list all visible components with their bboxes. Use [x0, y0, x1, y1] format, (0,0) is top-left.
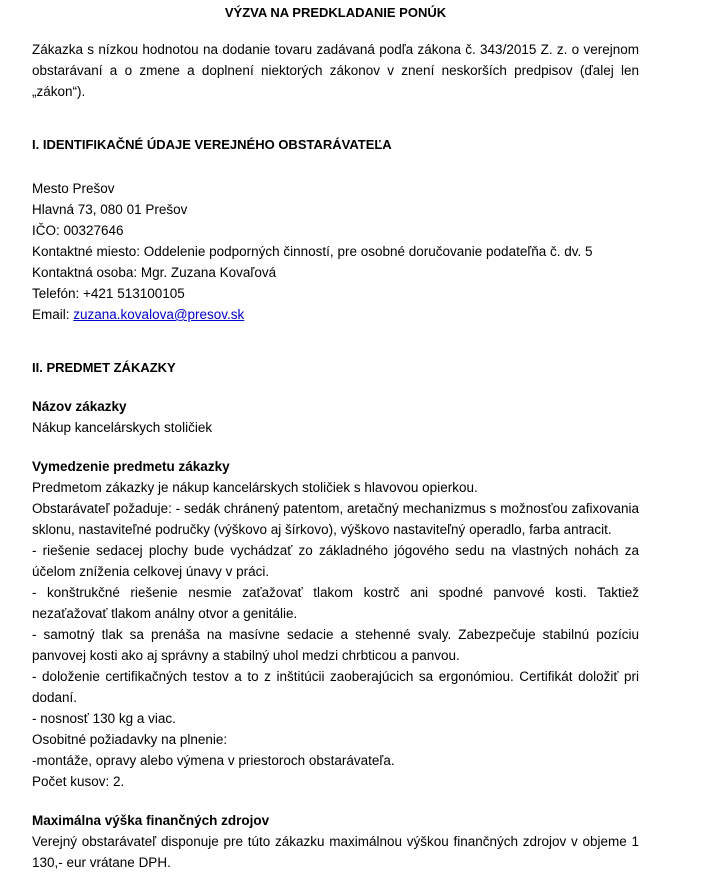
email-label: Email:	[32, 307, 74, 322]
scope-paragraph: - nosnosť 130 kg a viac.	[32, 711, 176, 726]
scope-paragraph: Osobitné požiadavky na plnenie:	[32, 732, 228, 747]
scope-paragraph: - konštrukčné riešenie nesmie zaťažovať tlakom kostrč ani spodné panvové kosti. Taktiež nezaťažovať tlakom análny otvor a genitálie.	[32, 585, 639, 621]
scope-paragraph: -montáže, opravy alebo výmena v priestoroch obstarávateľa.	[32, 753, 395, 768]
scope-paragraph: - doloženie certifikačných testov a to z inštitúcii zaoberajúcich sa ergonómiou. Certifikát doložiť pri dodaní.	[32, 669, 639, 705]
contact-block	[32, 178, 639, 325]
intro-paragraph: Zákazka s nízkou hodnotou na dodanie tovaru zadávaná podľa zákona č. 343/2015 Z. z. o verejnom obstarávaní a o zmene a doplnení niektorých zákonov v znení neskorších predpisov (ďalej len „zákon“).	[32, 42, 639, 99]
document-title: VÝZVA NA PREDKLADANIE PONÚK	[224, 5, 447, 20]
budget-block	[32, 810, 639, 873]
scope-paragraph: Počet kusov: 2.	[32, 774, 125, 789]
scope-paragraph: - riešenie sedacej plochy bude vychádzať zo základného jógového sedu na vlastných nohách za účelom zníženia celkovej únavy v práci.	[32, 543, 639, 579]
contact-line-address: Hlavná 73, 080 01 Prešov	[32, 202, 188, 217]
document-page	[32, 0, 639, 873]
budget-heading: Maximálna výška finančných zdrojov	[32, 813, 270, 828]
contract-name-value: Nákup kancelárskych stoličiek	[32, 420, 213, 435]
contact-line-person: Kontaktná osoba: Mgr. Zuzana Kovaľová	[32, 265, 277, 280]
scope-paragraph: - samotný tlak sa prenáša na masívne sedacie a stehenné svaly. Zabezpečuje stabilnú pozíciu panvovej kosti ako aj správny a stabilný uhol medzi chrbticou a panvou.	[32, 627, 639, 663]
contract-name-heading: Názov zákazky	[32, 399, 127, 414]
email-link[interactable]: zuzana.kovalova@presov.sk	[73, 307, 245, 322]
scope-paragraph: Obstarávateľ požaduje: - sedák chránený patentom, aretačný mechanizmus s možnosťou zafixovania sklonu, nastaviteľné područky (výškovo aj šírkovo), výškovo nastaviteľný operadlo, farba antracit.	[32, 501, 639, 537]
budget-text: Verejný obstarávateľ disponuje pre túto zákazku maximálnou výškou finančných zdrojov v objeme 1 130,- eur vrátane DPH.	[32, 834, 639, 870]
contact-line-email	[32, 304, 639, 325]
section-heading-identification: I. IDENTIFIKAČNÉ ÚDAJE VEREJNÉHO OBSTARÁVATEĽA	[32, 137, 392, 152]
contract-name-block	[32, 396, 639, 438]
section-heading-subject: II. PREDMET ZÁKAZKY	[32, 360, 176, 375]
scope-block	[32, 456, 639, 792]
scope-heading: Vymedzenie predmetu zákazky	[32, 459, 230, 474]
contact-line-phone: Telefón: +421 513100105	[32, 286, 185, 301]
contact-line-city: Mesto Prešov	[32, 181, 115, 196]
scope-paragraph: Predmetom zákazky je nákup kancelárskych stoličiek s hlavovou opierkou.	[32, 480, 478, 495]
contact-line-ico: IČO: 00327646	[32, 223, 124, 238]
contact-line-place: Kontaktné miesto: Oddelenie podporných činností, pre osobné doručovanie podateľňa č. dv. 5	[32, 244, 593, 259]
